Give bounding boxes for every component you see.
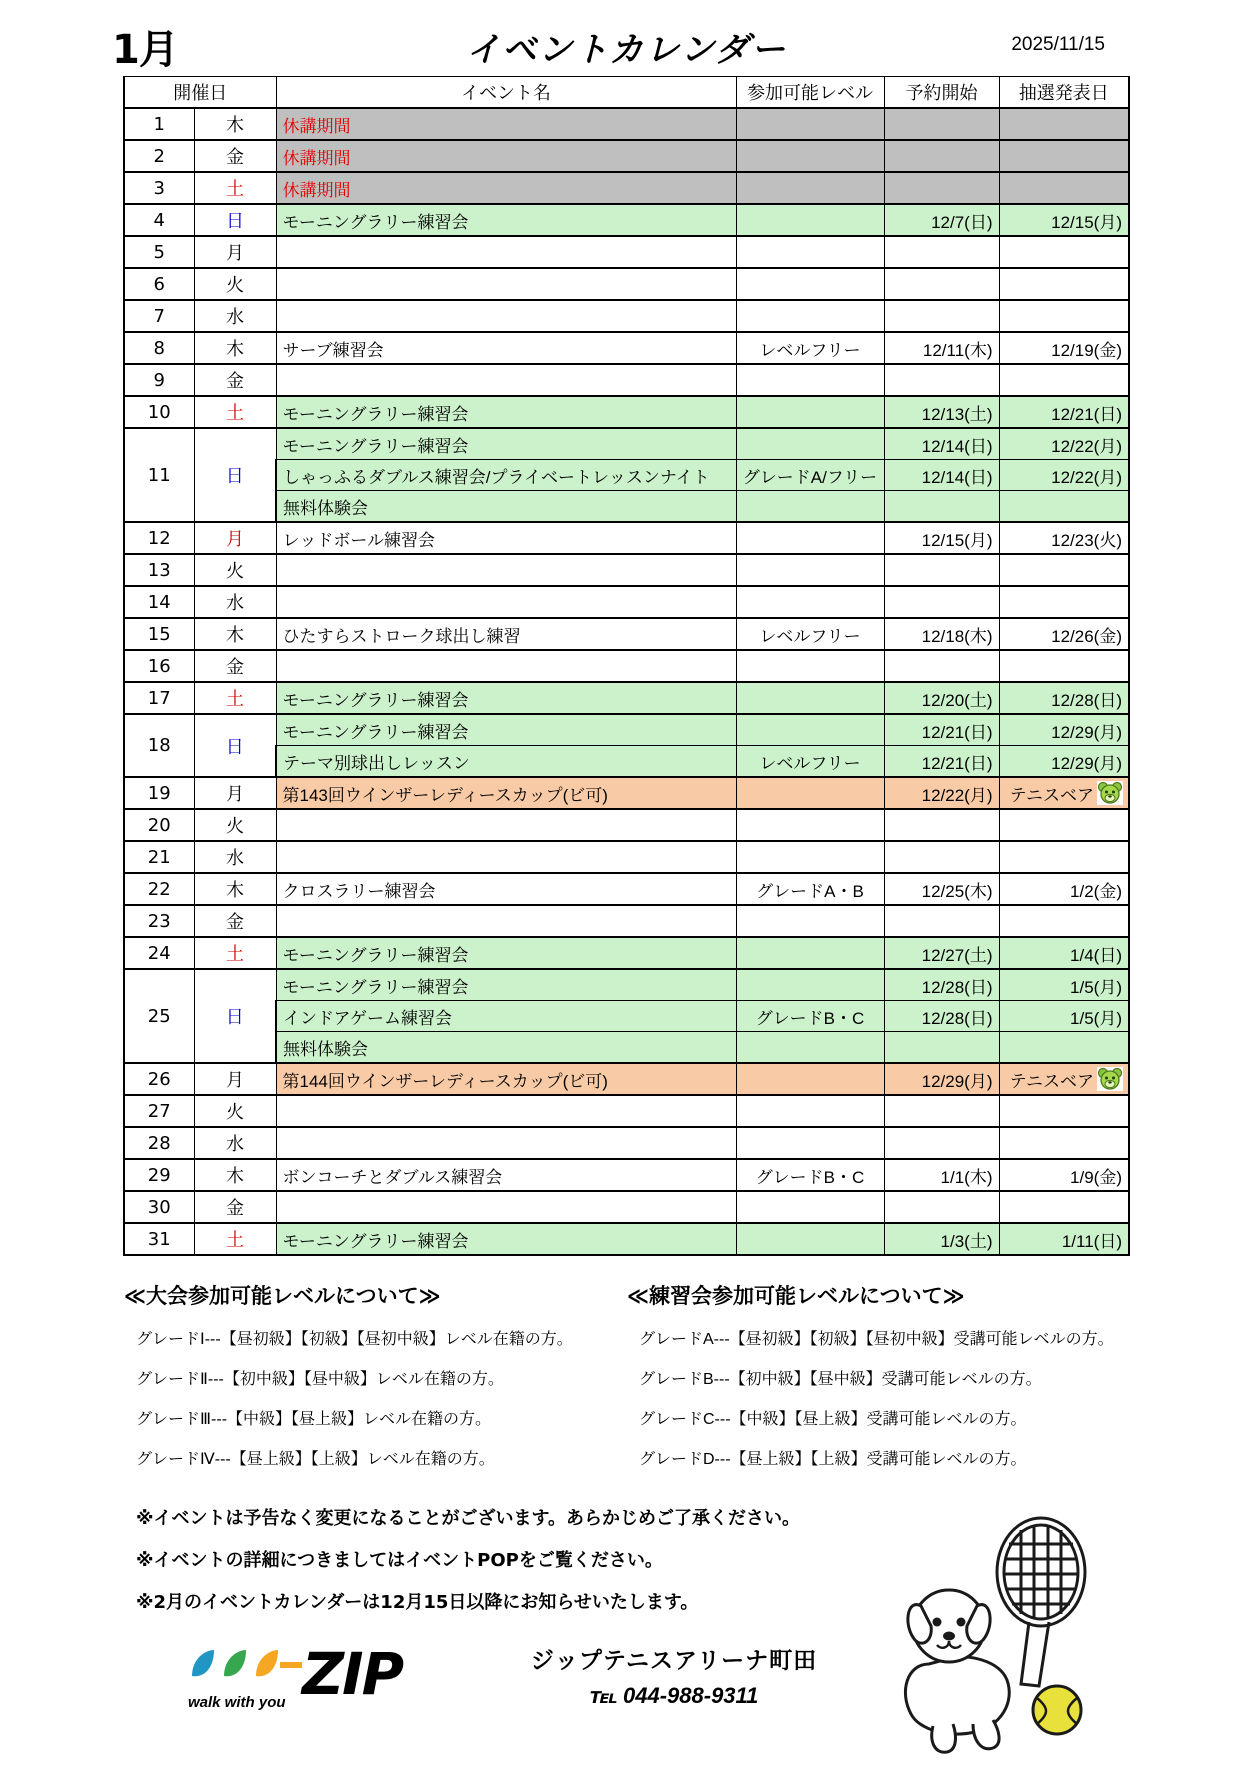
col-header-reservation-start: 予約開始	[884, 77, 999, 109]
event-name	[276, 841, 736, 873]
lottery-date-text: 1/4(日)	[1070, 945, 1122, 965]
weekday-label: 金	[194, 140, 276, 172]
event-name	[276, 1095, 736, 1127]
event-name[interactable]: モーニングラリー練習会	[276, 396, 736, 428]
legend-line: グレードD---【昼上級】【上級】受講可能レベルの方。	[639, 1451, 1027, 1468]
weekday-label: 月	[194, 777, 276, 809]
practice-legend	[627, 1280, 1127, 1486]
weekday-label: 土	[194, 682, 276, 714]
event-level	[736, 1127, 884, 1159]
lottery-date-text: 1/2(金)	[1070, 881, 1122, 901]
table-row	[124, 1159, 1129, 1191]
weekday-label: 木	[194, 873, 276, 905]
lottery-date	[999, 650, 1129, 682]
lottery-date-text: 1/5(月)	[1070, 1008, 1122, 1028]
reservation-start-date: 12/18(木)	[884, 618, 999, 650]
event-name	[276, 650, 736, 682]
reservation-start-date	[884, 300, 999, 332]
zip-wordmark: ZIP	[302, 1640, 403, 1708]
lottery-date-text: 12/15(月)	[1051, 212, 1122, 232]
day-number: 9	[124, 364, 194, 396]
event-level	[736, 428, 884, 460]
day-number: 23	[124, 905, 194, 937]
table-row	[124, 1063, 1129, 1095]
lottery-date-text: 12/28(日)	[1051, 690, 1122, 710]
page-footer	[124, 1636, 1129, 1756]
event-name[interactable]: 無料体験会	[276, 491, 736, 523]
lottery-date	[999, 268, 1129, 300]
reservation-start-date	[884, 905, 999, 937]
event-level	[736, 268, 884, 300]
lottery-date	[999, 1001, 1129, 1032]
calendar-body	[124, 108, 1129, 1255]
weekday-label: 水	[194, 300, 276, 332]
reservation-start-date: 12/11(木)	[884, 332, 999, 364]
event-level	[736, 236, 884, 268]
table-row	[124, 714, 1129, 746]
reservation-start-date	[884, 140, 999, 172]
event-level	[736, 714, 884, 746]
weekday-label: 水	[194, 586, 276, 618]
event-level	[736, 650, 884, 682]
page-header	[0, 14, 1253, 76]
table-row	[124, 396, 1129, 428]
lottery-date	[999, 204, 1129, 236]
event-name	[276, 1127, 736, 1159]
weekday-label: 金	[194, 650, 276, 682]
weekday-label: 日	[194, 969, 276, 1063]
lottery-date	[999, 108, 1129, 140]
table-row	[124, 236, 1129, 268]
weekday-label: 金	[194, 1191, 276, 1223]
event-level: レベルフリー	[736, 332, 884, 364]
day-number: 13	[124, 554, 194, 586]
day-number: 22	[124, 873, 194, 905]
lottery-date	[999, 332, 1129, 364]
event-level	[736, 172, 884, 204]
weekday-label: 日	[194, 204, 276, 236]
shop-telephone	[464, 1683, 884, 1709]
weekday-label: 日	[194, 714, 276, 777]
reservation-start-date	[884, 268, 999, 300]
table-row	[124, 809, 1129, 841]
day-number: 14	[124, 586, 194, 618]
event-level	[736, 396, 884, 428]
event-name[interactable]: サーブ練習会	[276, 332, 736, 364]
tennis-bear-link[interactable]	[999, 777, 1129, 809]
event-level	[736, 809, 884, 841]
day-number: 29	[124, 1159, 194, 1191]
event-name[interactable]: モーニングラリー練習会	[276, 428, 736, 460]
lottery-date	[999, 396, 1129, 428]
notice-line: ※イベントの詳細につきましてはイベントPOPをご覧ください。	[136, 1550, 663, 1571]
shop-name: ジップテニスアリーナ町田	[530, 1647, 818, 1673]
table-row	[124, 300, 1129, 332]
table-row	[124, 1095, 1129, 1127]
weekday-label: 月	[194, 522, 276, 554]
lottery-date	[999, 905, 1129, 937]
reservation-start-date	[884, 554, 999, 586]
day-number: 11	[124, 428, 194, 522]
reservation-start-date	[884, 172, 999, 204]
reservation-start-date: 12/28(日)	[884, 1001, 999, 1032]
weekday-label: 土	[194, 396, 276, 428]
event-level	[736, 300, 884, 332]
event-name[interactable]: ボンコーチとダブルス練習会	[276, 1159, 736, 1191]
lottery-date-text: 12/19(金)	[1051, 340, 1122, 360]
reservation-start-date	[884, 491, 999, 523]
tel-number: 044-988-9311	[623, 1683, 759, 1708]
lottery-date-text: 1/11(日)	[1061, 1231, 1122, 1251]
weekday-label: 火	[194, 268, 276, 300]
lottery-date-text: 12/26(金)	[1051, 626, 1122, 646]
table-row	[124, 204, 1129, 236]
issued-date: 2025/11/15	[1011, 34, 1105, 55]
page-title: イベントカレンダー	[466, 30, 787, 70]
table-row	[124, 682, 1129, 714]
reservation-start-date	[884, 809, 999, 841]
event-level	[736, 1032, 884, 1064]
event-level	[736, 905, 884, 937]
event-name	[276, 905, 736, 937]
day-number: 28	[124, 1127, 194, 1159]
lottery-date	[999, 1159, 1129, 1191]
lottery-date	[999, 682, 1129, 714]
event-level: レベルフリー	[736, 618, 884, 650]
reservation-start-date: 12/7(日)	[884, 204, 999, 236]
table-row	[124, 873, 1129, 905]
day-number: 12	[124, 522, 194, 554]
lottery-date	[999, 428, 1129, 460]
event-name[interactable]: 第144回ウインザーレディースカップ(ビ可)	[276, 1063, 736, 1095]
event-name	[276, 809, 736, 841]
legend-line: グレードⅡ---【初中級】【昼中級】レベル在籍の方。	[136, 1371, 504, 1388]
reservation-start-date: 12/27(土)	[884, 937, 999, 969]
weekday-label: 水	[194, 1127, 276, 1159]
day-number: 8	[124, 332, 194, 364]
lottery-date-text: 12/21(日)	[1051, 404, 1122, 424]
lottery-date	[999, 1191, 1129, 1223]
table-row	[124, 905, 1129, 937]
event-level: レベルフリー	[736, 746, 884, 778]
reservation-start-date: 1/1(木)	[884, 1159, 999, 1191]
lottery-date	[999, 714, 1129, 746]
closed-period-label[interactable]: 休講期間	[276, 140, 736, 172]
lottery-date	[999, 554, 1129, 586]
event-name	[276, 268, 736, 300]
tel-label: ℡	[589, 1683, 617, 1708]
lottery-date	[999, 873, 1129, 905]
weekday-label: 火	[194, 554, 276, 586]
lottery-date	[999, 586, 1129, 618]
day-number: 24	[124, 937, 194, 969]
reservation-start-date: 12/21(日)	[884, 746, 999, 778]
legend-line: グレードⅠ---【昼初級】【初級】【昼初中級】レベル在籍の方。	[136, 1331, 573, 1348]
day-number: 16	[124, 650, 194, 682]
event-level	[736, 1191, 884, 1223]
day-number: 30	[124, 1191, 194, 1223]
weekday-label: 日	[194, 428, 276, 522]
reservation-start-date	[884, 1032, 999, 1064]
weekday-label: 金	[194, 364, 276, 396]
col-header-level: 参加可能レベル	[736, 77, 884, 109]
reservation-start-date	[884, 1191, 999, 1223]
table-row	[124, 618, 1129, 650]
weekday-label: 水	[194, 841, 276, 873]
lottery-date	[999, 1095, 1129, 1127]
tennis-bear-link[interactable]	[999, 1063, 1129, 1095]
day-number: 26	[124, 1063, 194, 1095]
day-number: 5	[124, 236, 194, 268]
event-level	[736, 491, 884, 523]
event-level	[736, 682, 884, 714]
lottery-date	[999, 364, 1129, 396]
event-name[interactable]: モーニングラリー練習会	[276, 937, 736, 969]
lottery-date	[999, 1127, 1129, 1159]
event-level	[736, 1223, 884, 1255]
table-row	[124, 777, 1129, 809]
event-level	[736, 140, 884, 172]
day-number: 20	[124, 809, 194, 841]
bear-icon	[1097, 781, 1123, 805]
event-name[interactable]: レッドボール練習会	[276, 522, 736, 554]
lottery-date-text: 1/5(月)	[1070, 977, 1122, 997]
event-level	[736, 841, 884, 873]
table-row	[124, 268, 1129, 300]
dog-with-racket-illustration	[889, 1514, 1119, 1764]
event-level: グレードA/フリー	[736, 460, 884, 491]
table-row	[124, 1127, 1129, 1159]
weekday-label: 月	[194, 1063, 276, 1095]
reservation-start-date: 12/14(日)	[884, 460, 999, 491]
reservation-start-date: 12/14(日)	[884, 428, 999, 460]
event-level	[736, 1063, 884, 1095]
reservation-start-date	[884, 586, 999, 618]
lottery-date	[999, 460, 1129, 491]
reservation-start-date	[884, 236, 999, 268]
table-row	[124, 172, 1129, 204]
day-number: 17	[124, 682, 194, 714]
col-header-lottery-date: 抽選発表日	[999, 77, 1129, 109]
weekday-label: 月	[194, 236, 276, 268]
legend-line: グレードC---【中級】【昼上級】受講可能レベルの方。	[639, 1411, 1027, 1428]
day-number: 18	[124, 714, 194, 777]
event-level: グレードB・C	[736, 1159, 884, 1191]
calendar-table	[123, 76, 1130, 1256]
event-name[interactable]: ひたすらストローク球出し練習	[276, 618, 736, 650]
table-row	[124, 841, 1129, 873]
day-number: 2	[124, 140, 194, 172]
lottery-date	[999, 1032, 1129, 1064]
weekday-label: 火	[194, 809, 276, 841]
event-name[interactable]: モーニングラリー練習会	[276, 204, 736, 236]
table-row	[124, 522, 1129, 554]
weekday-label: 土	[194, 172, 276, 204]
reservation-start-date: 12/21(日)	[884, 714, 999, 746]
event-level	[736, 1095, 884, 1127]
event-level	[736, 969, 884, 1001]
event-name[interactable]: モーニングラリー練習会	[276, 714, 736, 746]
event-name	[276, 364, 736, 396]
table-row	[124, 428, 1129, 460]
event-level	[736, 522, 884, 554]
day-number: 4	[124, 204, 194, 236]
lottery-date	[999, 491, 1129, 523]
col-header-date: 開催日	[124, 77, 276, 109]
reservation-start-date: 12/28(日)	[884, 969, 999, 1001]
shop-info	[464, 1642, 884, 1709]
lottery-date	[999, 746, 1129, 778]
tournament-legend	[124, 1280, 599, 1486]
legend-line: グレードⅢ---【中級】【昼上級】レベル在籍の方。	[136, 1411, 492, 1428]
reservation-start-date	[884, 108, 999, 140]
weekday-label: 土	[194, 937, 276, 969]
reservation-start-date: 12/29(月)	[884, 1063, 999, 1095]
reservation-start-date: 12/22(月)	[884, 777, 999, 809]
lottery-date-text: 12/29(月)	[1051, 753, 1122, 773]
event-level: グレードB・C	[736, 1001, 884, 1032]
weekday-label: 木	[194, 1159, 276, 1191]
reservation-start-date	[884, 841, 999, 873]
bear-icon	[1097, 1067, 1123, 1091]
notice-line: ※2月のイベントカレンダーは12月15日以降にお知らせいたします。	[136, 1592, 699, 1613]
table-row	[124, 332, 1129, 364]
notice-line: ※イベントは予告なく変更になることがございます。あらかじめご了承ください。	[136, 1508, 801, 1529]
weekday-label: 木	[194, 332, 276, 364]
legend-section	[124, 1280, 1129, 1486]
zip-logo	[184, 1640, 464, 1722]
lottery-date	[999, 236, 1129, 268]
event-level	[736, 108, 884, 140]
lottery-date-text: 12/22(月)	[1051, 436, 1122, 456]
day-number: 1	[124, 108, 194, 140]
event-name	[276, 300, 736, 332]
lottery-date-text: テニスベア	[1009, 785, 1094, 805]
event-name[interactable]: テーマ別球出しレッスン	[276, 746, 736, 778]
day-number: 15	[124, 618, 194, 650]
event-name[interactable]: しゃっふるダブルス練習会/プライベートレッスンナイト	[276, 460, 736, 491]
table-row	[124, 937, 1129, 969]
weekday-label: 土	[194, 1223, 276, 1255]
day-number: 21	[124, 841, 194, 873]
reservation-start-date: 1/3(土)	[884, 1223, 999, 1255]
reservation-start-date	[884, 1127, 999, 1159]
lottery-date	[999, 300, 1129, 332]
event-name	[276, 1191, 736, 1223]
weekday-label: 木	[194, 108, 276, 140]
legend-line: グレードB---【初中級】【昼中級】受講可能レベルの方。	[639, 1371, 1042, 1388]
reservation-start-date	[884, 650, 999, 682]
reservation-start-date: 12/25(木)	[884, 873, 999, 905]
event-level	[736, 554, 884, 586]
lottery-date	[999, 140, 1129, 172]
lottery-date-text: 1/9(金)	[1070, 1167, 1122, 1187]
event-level	[736, 364, 884, 396]
day-number: 6	[124, 268, 194, 300]
legend-line: グレードA---【昼初級】【初級】【昼初中級】受講可能レベルの方。	[639, 1331, 1114, 1348]
closed-period-label[interactable]: 休講期間	[276, 172, 736, 204]
table-row	[124, 586, 1129, 618]
day-number: 10	[124, 396, 194, 428]
day-number: 7	[124, 300, 194, 332]
legend-line: グレードⅣ---【昼上級】【上級】レベル在籍の方。	[136, 1451, 495, 1468]
lottery-date	[999, 969, 1129, 1001]
weekday-label: 木	[194, 618, 276, 650]
day-number: 19	[124, 777, 194, 809]
table-row	[124, 364, 1129, 396]
event-name	[276, 554, 736, 586]
lottery-date	[999, 1223, 1129, 1255]
lottery-date-text: テニスベア	[1009, 1071, 1094, 1091]
event-level	[736, 777, 884, 809]
table-row	[124, 554, 1129, 586]
zip-tagline: walk with you	[188, 1694, 286, 1711]
lottery-date	[999, 937, 1129, 969]
event-level	[736, 204, 884, 236]
event-name	[276, 236, 736, 268]
event-name[interactable]: モーニングラリー練習会	[276, 682, 736, 714]
day-number: 27	[124, 1095, 194, 1127]
event-level	[736, 937, 884, 969]
lottery-date	[999, 172, 1129, 204]
lottery-date	[999, 809, 1129, 841]
event-name[interactable]: 第143回ウインザーレディースカップ(ビ可)	[276, 777, 736, 809]
event-name[interactable]: インドアゲーム練習会	[276, 1001, 736, 1032]
table-row	[124, 108, 1129, 140]
lottery-date	[999, 618, 1129, 650]
table-row	[124, 1223, 1129, 1255]
event-name[interactable]: クロスラリー練習会	[276, 873, 736, 905]
weekday-label: 金	[194, 905, 276, 937]
weekday-label: 火	[194, 1095, 276, 1127]
table-header-row	[124, 77, 1129, 109]
reservation-start-date	[884, 364, 999, 396]
event-name[interactable]: モーニングラリー練習会	[276, 1223, 736, 1255]
day-number: 25	[124, 969, 194, 1063]
day-number: 3	[124, 172, 194, 204]
lottery-date-text: 12/23(火)	[1051, 530, 1122, 550]
event-name[interactable]: 無料体験会	[276, 1032, 736, 1064]
reservation-start-date: 12/15(月)	[884, 522, 999, 554]
day-number: 31	[124, 1223, 194, 1255]
col-header-event-name: イベント名	[276, 77, 736, 109]
event-level: グレードA・B	[736, 873, 884, 905]
table-row	[124, 650, 1129, 682]
leaf-mark-icon	[184, 1646, 304, 1686]
reservation-start-date: 12/20(土)	[884, 682, 999, 714]
closed-period-label[interactable]: 休講期間	[276, 108, 736, 140]
event-name	[276, 586, 736, 618]
tournament-legend-title: ≪大会参加可能レベルについて≫	[124, 1284, 441, 1308]
event-level	[736, 586, 884, 618]
lottery-date-text: 12/22(月)	[1051, 467, 1122, 487]
table-row	[124, 140, 1129, 172]
table-row	[124, 969, 1129, 1001]
lottery-date-text: 12/29(月)	[1051, 722, 1122, 742]
lottery-date	[999, 522, 1129, 554]
lottery-date	[999, 841, 1129, 873]
practice-legend-title: ≪練習会参加可能レベルについて≫	[627, 1284, 965, 1308]
reservation-start-date	[884, 1095, 999, 1127]
table-row	[124, 1191, 1129, 1223]
month-label: 1月	[112, 27, 178, 73]
event-name[interactable]: モーニングラリー練習会	[276, 969, 736, 1001]
event-calendar-page	[0, 14, 1253, 1786]
reservation-start-date: 12/13(土)	[884, 396, 999, 428]
